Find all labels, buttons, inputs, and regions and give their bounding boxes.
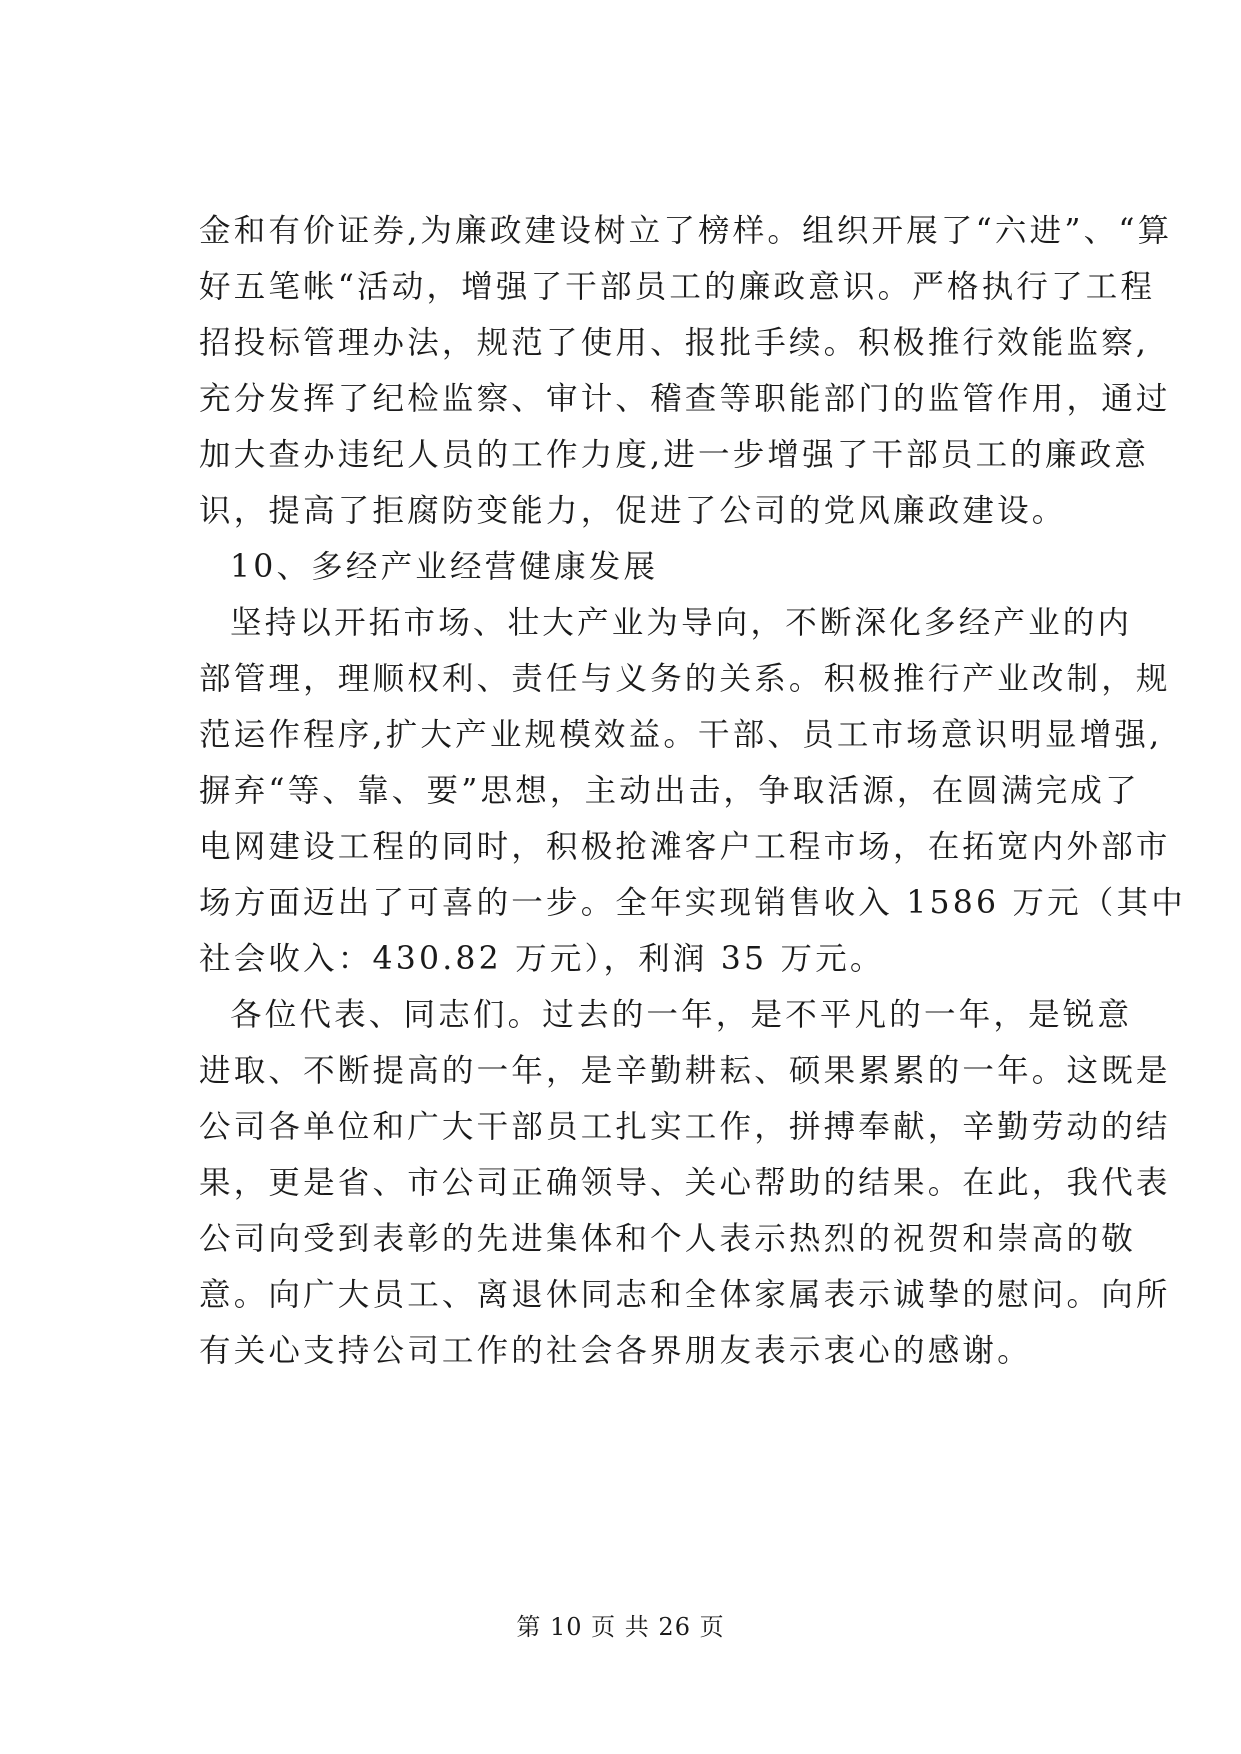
text-line: 果，更是省、市公司正确领导、关心帮助的结果。在此，我代表 [199, 1165, 1171, 1201]
section-heading: 10、多经产业经营健康发展 [230, 549, 659, 585]
text-line: 好五笔帐“活动，增强了干部员工的廉政意识。严格执行了工程 [199, 269, 1156, 305]
text-line: 范运作程序,扩大产业规模效益。干部、员工市场意识明显增强, [199, 717, 1163, 753]
text-line: 电网建设工程的同时，积极抢滩客户工程市场，在拓宽内外部市 [199, 829, 1171, 865]
text-line: 摒弃“等、靠、要”思想，主动出击，争取活源，在圆满完成了 [199, 773, 1140, 809]
page-number-footer: 第 10 页 共 26 页 [516, 1613, 725, 1641]
text-line: 加大查办违纪人员的工作力度,进一步增强了干部员工的廉政意 [199, 437, 1150, 473]
text-line: 公司向受到表彰的先进集体和个人表示热烈的祝贺和崇高的敬 [199, 1221, 1136, 1257]
text-line: 部管理，理顺权利、责任与义务的关系。积极推行产业改制，规 [199, 661, 1171, 697]
text-line: 社会收入：430.82 万元），利润 35 万元。 [199, 941, 885, 977]
text-line: 充分发挥了纪检监察、审计、稽查等职能部门的监管作用，通过 [199, 381, 1171, 417]
text-line: 招投标管理办法，规范了使用、报批手续。积极推行效能监察, [199, 325, 1150, 361]
text-line: 金和有价证券,为廉政建设树立了榜样。组织开展了“六进”、“算 [199, 213, 1173, 249]
text-line: 进取、不断提高的一年，是辛勤耕耘、硕果累累的一年。这既是 [199, 1053, 1171, 1089]
text-line: 识，提高了拒腐防变能力，促进了公司的党风廉政建设。 [199, 493, 1067, 529]
text-line: 有关心支持公司工作的社会各界朋友表示衷心的感谢。 [199, 1333, 1032, 1369]
text-line: 公司各单位和广大干部员工扎实工作，拼搏奉献，辛勤劳动的结 [199, 1109, 1171, 1145]
text-line: 坚持以开拓市场、壮大产业为导向，不断深化多经产业的内 [230, 605, 1133, 641]
text-line: 各位代表、同志们。过去的一年，是不平凡的一年，是锐意 [230, 997, 1133, 1033]
text-line: 场方面迈出了可喜的一步。全年实现销售收入 1586 万元（其中 [199, 885, 1186, 921]
text-line: 意。向广大员工、离退休同志和全体家属表示诚挚的慰问。向所 [199, 1277, 1171, 1313]
